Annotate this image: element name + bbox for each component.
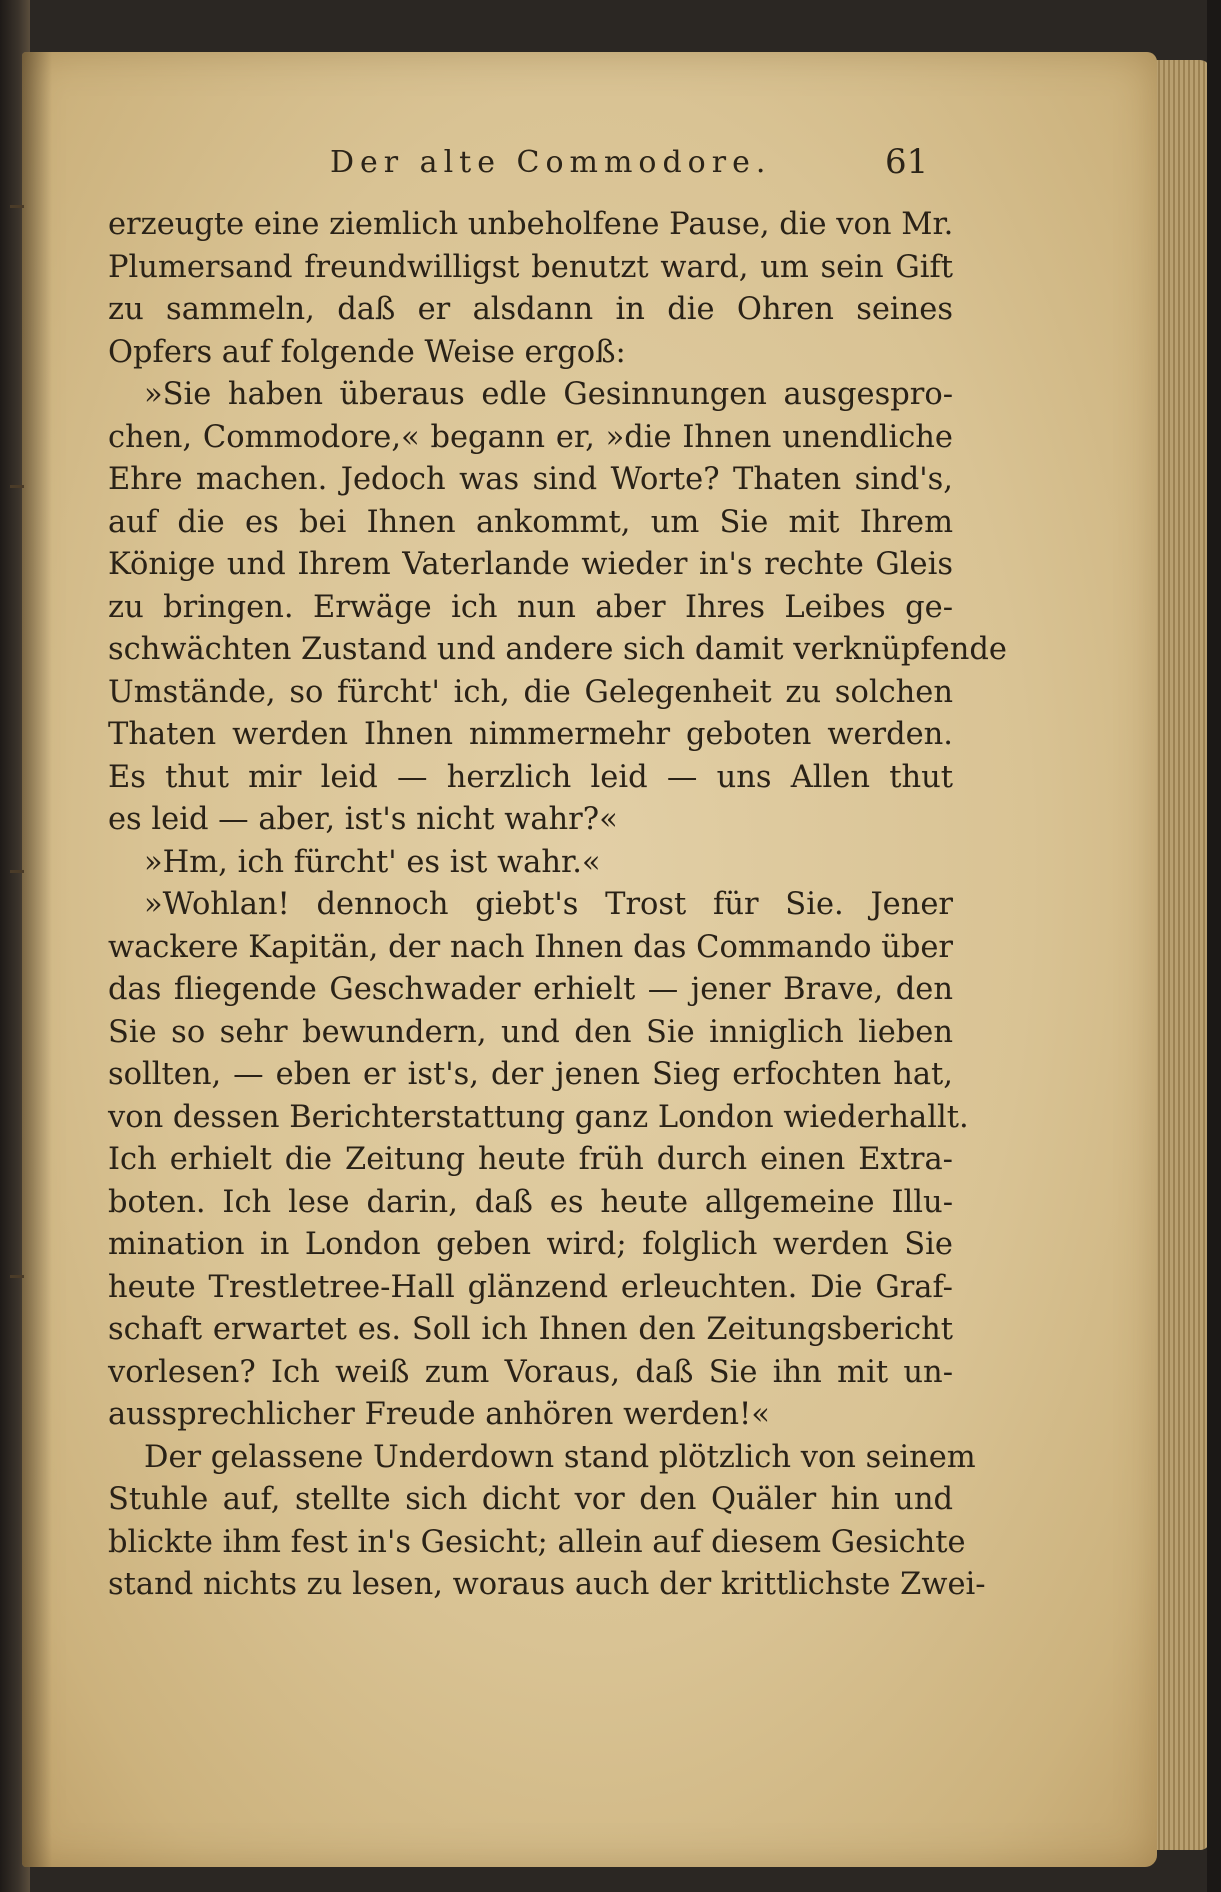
margin-mark: [10, 870, 24, 873]
page-gutter: [22, 52, 52, 1867]
text-line: Es thut mir leid — herzlich leid — uns Allen thut: [108, 759, 953, 795]
text-line: von dessen Berichterstattung ganz London wiederhallt.: [108, 1099, 969, 1135]
text-line: zu bringen. Erwäge ich nun aber Ihres Leibes ge-: [108, 589, 953, 625]
text-line: boten. Ich lese darin, daß es heute allgemeine Illu-: [108, 1184, 953, 1220]
text-line: »Wohlan! dennoch giebt's Trost für Sie. Jener: [144, 887, 953, 922]
text-line: Der gelassene Underdown stand plötzlich von seinem: [144, 1439, 976, 1475]
text-line: Umstände, so fürcht' ich, die Gelegenheit zu solchen: [108, 674, 953, 710]
page-number: 61: [885, 142, 929, 182]
text-line: schwächten Zustand und andere sich damit verknüpfende: [108, 632, 1007, 667]
text-line: auf die es bei Ihnen ankommt, um Sie mit Ihrem: [108, 504, 953, 540]
text-line: das fliegende Geschwader erhielt — jener Brave, den: [108, 972, 953, 1007]
text-line: sollten, — eben er ist's, der jenen Sieg erfochten hat,: [108, 1057, 953, 1092]
text-line: Thaten werden Ihnen nimmermehr geboten werden.: [108, 717, 953, 752]
text-line: Sie so sehr bewundern, und den Sie inniglich lieben: [108, 1014, 953, 1050]
body-text: [108, 204, 1007, 1607]
text-line: vorlesen? Ich weiß zum Voraus, daß Sie ihn mit un-: [108, 1354, 953, 1390]
text-line: es leid — aber, ist's nicht wahr?«: [108, 802, 618, 837]
text-line: heute Trestletree-Hall glänzend erleuchten. Die Graf-: [108, 1269, 953, 1305]
text-line: Ich erhielt die Zeitung heute früh durch einen Extra-: [108, 1142, 953, 1177]
text-line: stand nichts zu lesen, woraus auch der krittlichste Zwei-: [108, 1567, 986, 1602]
text-line: zu sammeln, daß er alsdann in die Ohren seines: [108, 292, 953, 327]
text-line: »Hm, ich fürcht' es ist wahr.«: [144, 844, 601, 880]
text-line: Stuhle auf, stellte sich dicht vor den Quäler hin und: [108, 1482, 953, 1517]
page-edges: [1150, 60, 1210, 1850]
text-line: Plumersand freundwilligst benutzt ward, um sein Gift: [108, 249, 953, 285]
text-line: wackere Kapitän, der nach Ihnen das Commando über: [108, 929, 953, 965]
text-line: blickte ihm fest in's Gesicht; allein auf diesem Gesichte: [108, 1524, 966, 1560]
text-line: »Sie haben überaus edle Gesinnungen ausgespro-: [144, 377, 953, 412]
text-line: Könige und Ihrem Vaterlande wieder in's rechte Gleis: [108, 547, 953, 582]
text-line: Opfers auf folgende Weise ergoß:: [108, 334, 626, 370]
text-line: chen, Commodore,« begann er, »die Ihnen unendliche: [108, 419, 953, 455]
text-line: Ehre machen. Jedoch was sind Worte? Thaten sind's,: [108, 462, 953, 497]
margin-mark: [10, 205, 24, 208]
text-line: schaft erwartet es. Soll ich Ihnen den Zeitungsbericht: [108, 1312, 953, 1347]
book-cover-edge: [1207, 0, 1221, 1892]
margin-mark: [10, 485, 24, 488]
running-head: Der alte Commodore.: [330, 145, 772, 180]
margin-mark: [10, 1275, 24, 1278]
text-line: aussprechlicher Freude anhören werden!«: [108, 1397, 770, 1432]
text-line: mination in London geben wird; folglich werden Sie: [108, 1227, 953, 1262]
text-line: erzeugte eine ziemlich unbeholfene Pause, die von Mr.: [108, 207, 954, 242]
